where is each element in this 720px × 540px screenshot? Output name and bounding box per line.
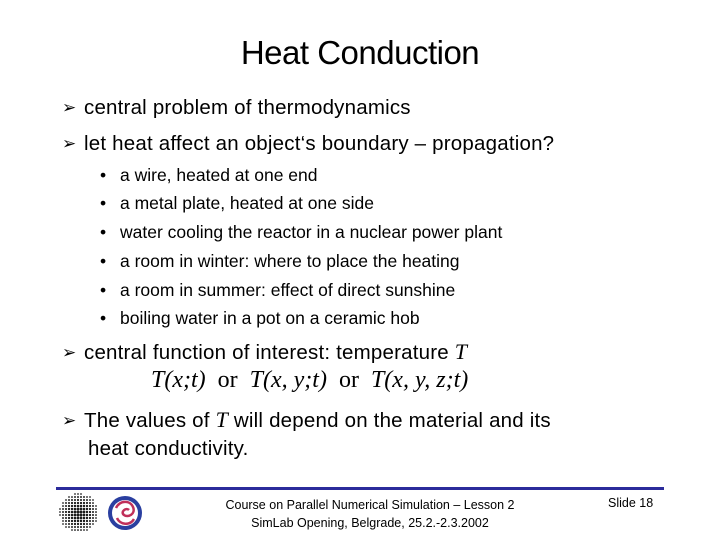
dotted-grid-logo-icon: [58, 492, 100, 534]
slide-number: Slide 18: [608, 496, 654, 510]
bullet-2: [62, 132, 554, 156]
dot-bullet-icon: •: [100, 222, 107, 242]
dot-bullet-icon: •: [100, 251, 107, 271]
dot-bullet-icon: •: [100, 193, 107, 213]
temperature-symbol: T: [215, 407, 229, 432]
sub-bullet: [100, 251, 460, 272]
bullet-3: [62, 339, 467, 365]
arrow-bullet-icon: ➢: [62, 134, 77, 153]
sub-bullet: [100, 308, 420, 329]
bullet-1-text: central problem of thermodynamics: [84, 96, 411, 119]
bullet-4: [62, 407, 551, 433]
bullet-2-text: let heat affect an object‘s boundary – propagation?: [84, 132, 555, 155]
footer-course: Course on Parallel Numerical Simulation – Lesson 2: [225, 498, 515, 512]
bullet-4-line2: heat conductivity.: [88, 437, 249, 460]
bullet-1: [62, 96, 411, 120]
sub-bullet-text: a wire, heated at one end: [120, 165, 318, 185]
sub-bullet-text: a room in summer: effect of direct sunshine: [120, 280, 456, 300]
footer-rule: [56, 487, 664, 490]
arrow-bullet-icon: ➢: [62, 411, 77, 430]
simlab-logo-icon: [106, 494, 144, 532]
dot-bullet-icon: •: [100, 280, 107, 300]
bullet-3-text: central function of interest: temperature: [84, 341, 449, 364]
equation-or: or: [217, 367, 238, 393]
footer-event: SimLab Opening, Belgrade, 25.2.-2.3.2002: [251, 516, 489, 530]
dot-bullet-icon: •: [100, 308, 107, 328]
footer-text: [180, 496, 560, 532]
bullet-4-post: will depend on the material and its: [233, 409, 551, 432]
equation-or: or: [338, 367, 359, 393]
equation-1d: T(x;t): [151, 367, 206, 393]
temperature-symbol: T: [454, 339, 468, 364]
arrow-bullet-icon: ➢: [62, 98, 77, 117]
equation-3d: T(x, y, z;t): [370, 367, 469, 393]
bullet-4-pre: The values of: [84, 409, 210, 432]
sub-bullet-text: a room in winter: where to place the heating: [120, 251, 460, 271]
sub-bullet: [100, 165, 318, 186]
equation-2d: T(x, y;t): [249, 367, 327, 393]
sub-bullet: [100, 193, 374, 214]
sub-bullet-text: a metal plate, heated at one side: [120, 193, 374, 213]
sub-bullet-text: boiling water in a pot on a ceramic hob: [120, 308, 420, 328]
arrow-bullet-icon: ➢: [62, 343, 77, 362]
dot-bullet-icon: •: [100, 165, 107, 185]
slide-title: Heat Conduction: [240, 34, 480, 71]
sub-bullet: [100, 222, 502, 243]
sub-bullet-text: water cooling the reactor in a nuclear power plant: [120, 222, 503, 242]
temperature-equation: [151, 367, 468, 394]
sub-bullet: [100, 280, 455, 301]
